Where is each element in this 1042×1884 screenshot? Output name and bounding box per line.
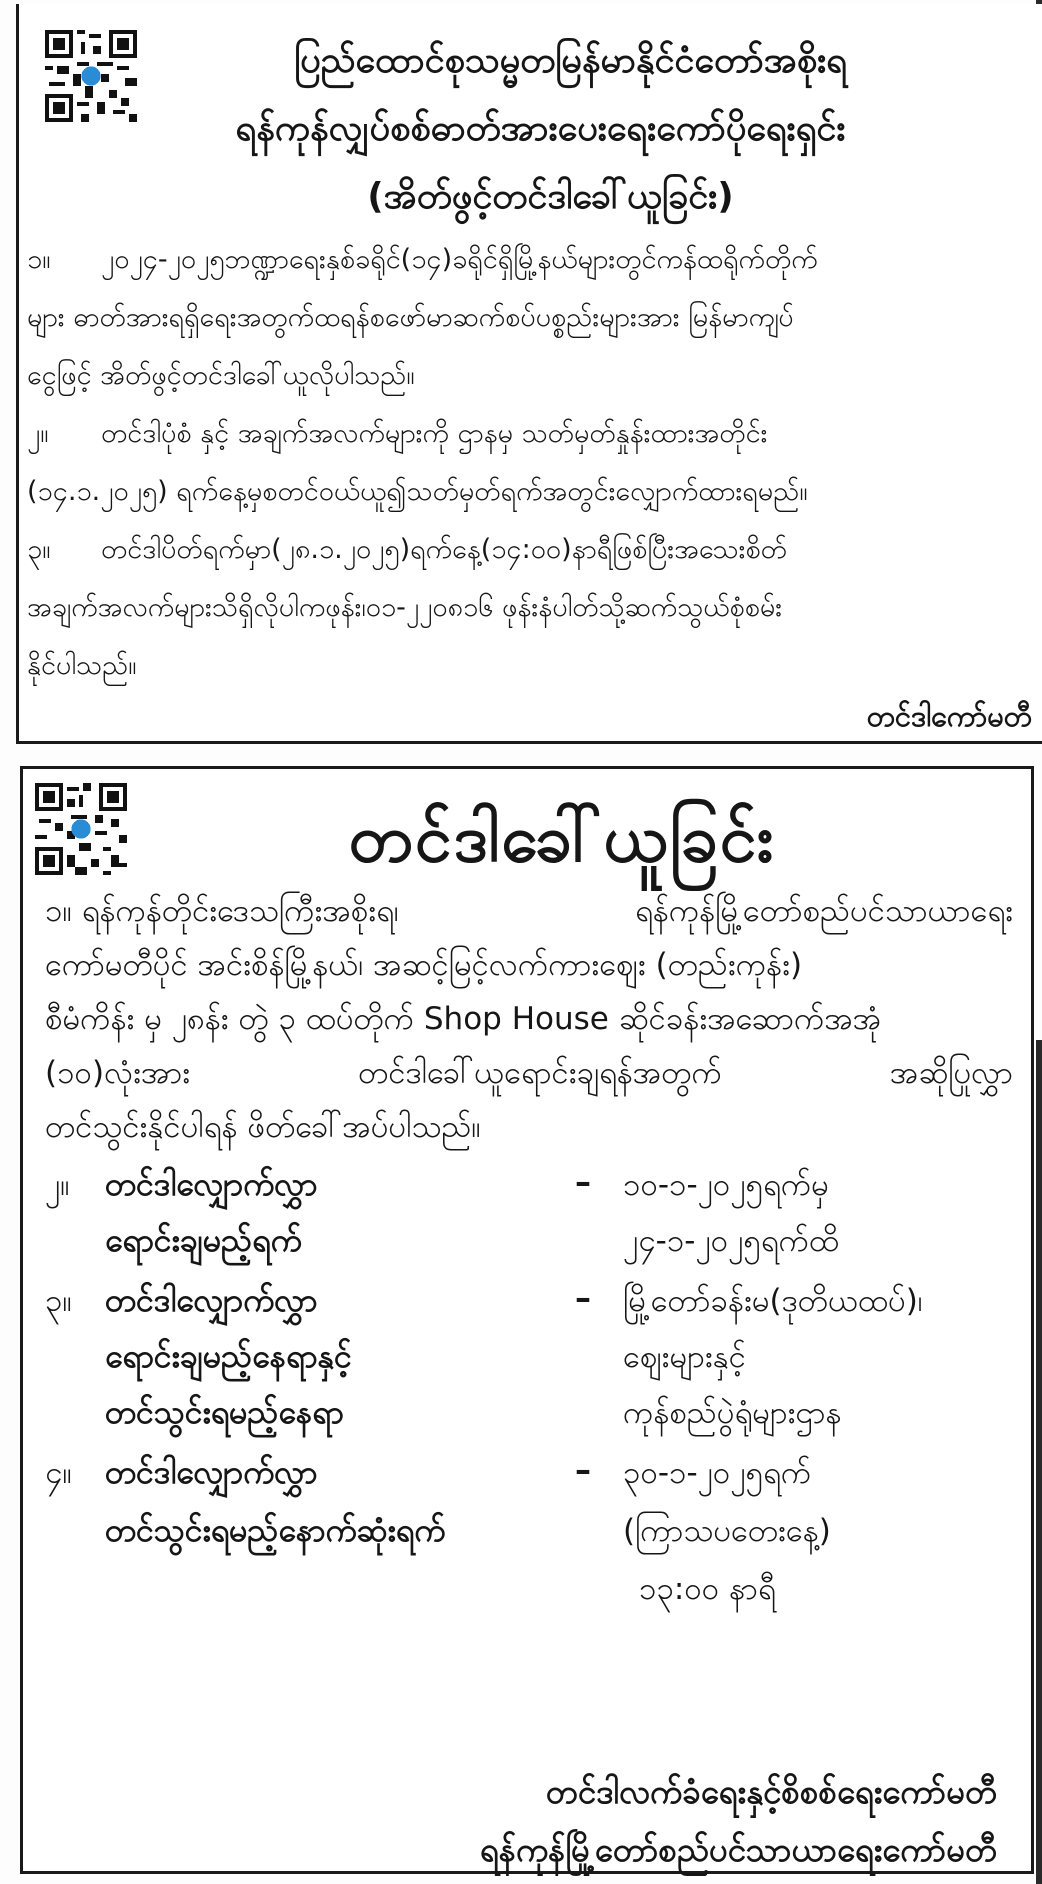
line-text: အချက်အလက်များသိရှိလိုပါကဖုန်း၊၀၁-၂၂၀၈၁၆ ဖုန်းနံပါတ်သို့ဆက်သွယ်စုံစမ်း xyxy=(27,592,783,623)
paragraph-line xyxy=(45,1101,481,1153)
signature-organization: ရန်ကုန်မြို့တော်စည်ပင်သာယာရေးကော်မတီ xyxy=(479,1830,997,1869)
line-text: တင်ဒါပိတ်ရက်မှာ(၂၈.၁.၂၀၂၅)ရက်နေ့(၁၄:၀၀)နာရီဖြစ်ပြီးအသေးစိတ် xyxy=(101,534,787,565)
notice-title: တင်ဒါခေါ်ယူခြင်း xyxy=(348,800,776,877)
notice-line xyxy=(27,414,767,454)
item-value: ဈေးများနှင့် xyxy=(623,1339,746,1375)
paragraph-line-content xyxy=(45,1047,1013,1099)
dash: – xyxy=(575,1279,591,1317)
dash: – xyxy=(575,1451,591,1489)
item-value: ၂၄-၁-၂၀၂၅ရက်ထိ xyxy=(623,1223,839,1259)
item-number: ၁။ xyxy=(45,893,72,929)
notice-line xyxy=(27,472,808,512)
line-text: (၁၄.၁.၂၀၂၅) ရက်နေ့မှစတင်ဝယ်ယူ၍သတ်မှတ်ရက်အတွင်းလျှောက်ထားရမည်။ xyxy=(27,476,808,507)
item-value: ၃၀-၁-၂၀၂၅ရက် xyxy=(623,1455,812,1491)
notice-heading: (အိတ်ဖွင့်တင်ဒါခေါ်ယူခြင်း) xyxy=(367,176,734,217)
department-title: ရန်ကုန်လျှပ်စစ်ဓာတ်အားပေးရေးကော်ပိုရေးရှင်း xyxy=(235,108,846,149)
item-number: ၄။ xyxy=(45,1455,72,1491)
paragraph-line xyxy=(45,993,881,1045)
signature-committee: တင်ဒါလက်ခံရေးနှင့်စိစစ်ရေးကော်မတီ xyxy=(545,1772,997,1811)
line-text: များ ဓာတ်အားရရှိရေးအတွက်ထရန်စဖော်မာဆက်စပ်ပစ္စည်းများအား မြန်မာကျပ် xyxy=(27,302,794,333)
item-number: ၂။ xyxy=(27,418,49,449)
notice-line xyxy=(27,646,136,686)
line-text: ရန်ကုန်မြို့တော်စည်ပင်သာယာရေး xyxy=(634,893,1013,929)
item-label: တင်ဒါလျှောက်လွှာ xyxy=(105,1165,318,1203)
item-value: မြို့တော်ခန်းမ(ဒုတိယထပ်)၊ xyxy=(623,1283,923,1319)
line-text: စီမံကိန်း မှ ၂၈န်း တွဲ ၃ ထပ်တိုက် Shop House ဆိုင်ခန်းအဆောက်အအုံ xyxy=(45,1001,882,1037)
signature: တင်ဒါကော်မတီ xyxy=(866,699,1032,733)
notice-line xyxy=(27,240,818,280)
notice-line xyxy=(27,298,794,338)
tender-notice-shophouse xyxy=(20,766,1034,1874)
item-number: ၃။ xyxy=(45,1283,72,1319)
paragraph-line xyxy=(45,1047,1013,1099)
item-label: ရောင်းချမည့်နေရာနှင့် xyxy=(105,1337,352,1375)
line-text: တင်ဒါခေါ်ယူရောင်းချရန်အတွက် xyxy=(358,1055,722,1091)
item-value: ၁၀-၁-၂၀၂၅ရက်မှ xyxy=(623,1167,829,1203)
line-text: အဆိုပြုလွှာ xyxy=(889,1055,1013,1091)
item-label: တင်သွင်းရမည့်နောက်ဆုံးရက် xyxy=(105,1511,446,1549)
paragraph-line xyxy=(45,939,802,991)
tender-notice-electric xyxy=(16,4,1042,744)
paragraph-line-start xyxy=(45,885,399,937)
item-label: ရောင်းချမည့်ရက် xyxy=(105,1221,302,1259)
paragraph-line xyxy=(45,885,1013,937)
line-text: (၁၀)လုံးအား xyxy=(45,1055,191,1091)
line-text: ကော်မတီပိုင် အင်းစိန်မြို့နယ်၊ အဆင့်မြင့်လက်ကားဈေး (တည်းကုန်း) xyxy=(45,947,803,983)
line-text: တင်ဒါပုံစံ နှင့် အချက်အလက်များကို ဌာနမှ သတ်မှတ်နှုန်းထားအတိုင်း xyxy=(101,418,768,449)
paragraph-line-content xyxy=(45,885,1013,937)
item-value: (ကြာသပတေးနေ့) xyxy=(623,1513,831,1549)
item-label: တင်ဒါလျှောက်လွှာ xyxy=(105,1453,318,1491)
line-text: ငွေဖြင့် အိတ်ဖွင့်တင်ဒါခေါ်ယူလိုပါသည်။ xyxy=(27,360,415,391)
item-value: ၁၃:၀၀ နာရီ xyxy=(639,1571,776,1607)
item-number: ၂။ xyxy=(45,1167,70,1203)
line-text: ၂၀၂၄-၂၀၂၅ဘဏ္ဍာရေးနှစ်ခရိုင်(၁၄)ခရိုင်ရှိမြို့နယ်များတွင်ကန်ထရိုက်တိုက် xyxy=(101,244,818,275)
item-value: ကုန်စည်ပွဲရုံများဌာန xyxy=(623,1395,842,1431)
line-text: နိုင်ပါသည်။ xyxy=(27,650,137,681)
line-text: ရန်ကုန်တိုင်းဒေသကြီးအစိုးရ၊ xyxy=(81,893,399,929)
notice-line xyxy=(27,356,415,396)
dash: – xyxy=(575,1163,591,1201)
page-edge xyxy=(1036,1040,1042,1884)
notice-line xyxy=(27,530,787,570)
org-title: ပြည်ထောင်စုသမ္မတမြန်မာနိုင်ငံတော်အစိုးရ xyxy=(294,40,847,81)
line-text: တင်သွင်းနိုင်ပါရန် ဖိတ်ခေါ်အပ်ပါသည်။ xyxy=(45,1109,481,1145)
item-label: တင်သွင်းရမည့်နေရာ xyxy=(105,1393,344,1431)
item-number: ၃။ xyxy=(27,534,51,565)
item-label: တင်ဒါလျှောက်လွှာ xyxy=(105,1281,318,1319)
item-number: ၁။ xyxy=(27,244,51,275)
notice-line xyxy=(27,588,782,628)
